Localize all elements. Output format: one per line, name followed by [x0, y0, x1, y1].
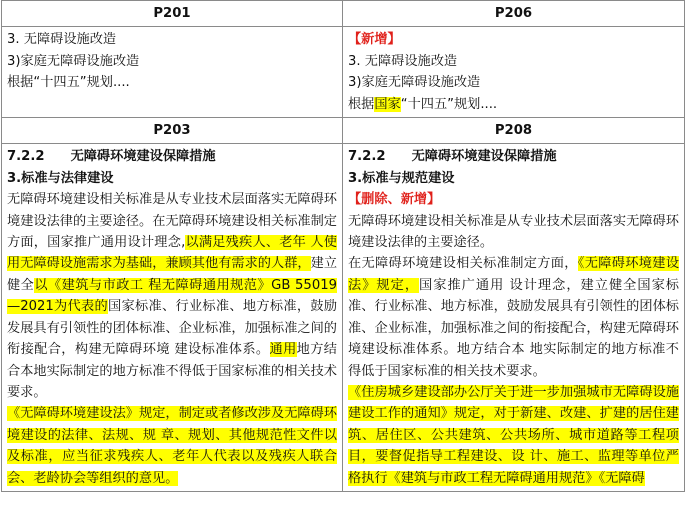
text-line: 3)家庭无障碍设施改造 [7, 53, 140, 69]
paragraph: 无障碍环境建设相关标准是从专业技术层面落实无障碍环境建设法律的主要途径。 [348, 213, 679, 251]
change-tag: 【新增】 [348, 32, 401, 48]
content-row-1 [2, 27, 685, 118]
highlight: 《住房城乡建设部办公厅关于进一步加强城市无障碍设施建设工作的通知》规定，对于新建、改建、扩建的居住建 筑、居住区、公共建筑、公共场所、城市道路等工程项目，要督促指导工程建设、设 计、施工、监理等单位严格执行《建筑与市政工程无障碍通用规范》《无障碍 [348, 384, 679, 486]
original-cell-1 [2, 27, 343, 118]
page-header-left: P201 [2, 1, 343, 27]
page-header-right: P208 [343, 118, 685, 144]
page-header-left: P203 [2, 118, 343, 144]
highlight: 《无障碍环境建设法》规定， [348, 256, 680, 293]
section-heading: 7.2.2 无障碍环境建设保障措施 [7, 149, 216, 165]
text-line: 根据国家“十四五”规划.... [348, 96, 498, 112]
paragraph [7, 403, 337, 489]
highlight: 通用 [269, 342, 297, 358]
header-row-1 [2, 1, 685, 27]
header-row-2 [2, 118, 685, 144]
section-heading: 7.2.2 无障碍环境建设保障措施 [348, 149, 557, 165]
highlight: 国家 [374, 96, 401, 112]
highlight: 《无障碍环境建设法》规定，制定或者修改涉及无障碍环境建设的法律、法规、规 章、规划、其他规范性文件以及标准，应当征求残疾人、老年人代表以及残疾人联合 会、老龄协会等组织的意见。 [7, 406, 337, 486]
change-tag: 【删除、新增】 [348, 192, 441, 208]
text-line: 根据“十四五”规划.... [7, 75, 130, 91]
subsection-heading: 3.标准与规范建设 [348, 170, 455, 186]
highlight: 以满足残疾人、老年 人使用无障碍设施需求为基础，兼顾其他有需求的人群， [7, 235, 337, 272]
paragraph: 在无障碍环境建设相关标准制定方面，《无障碍环境建设法》规定，国家推广通用 设计理念，建立健全国家标准、行业标准、地方标准，鼓励发展具有引领性的团体标 准、企业标准，加强标准之间的衔接配合，构建无障碍环境建设标准体系。地方结合本 地实际制定的地方标准不得低于国家标准的相关技术要求。 [348, 256, 680, 379]
revised-cell-1 [343, 27, 685, 118]
paragraph [348, 382, 679, 489]
text-line: 3. 无障碍设施改造 [348, 53, 458, 69]
text-line: 3)家庭无障碍设施改造 [348, 75, 481, 91]
comparison-table [1, 0, 685, 492]
subsection-heading: 3.标准与法律建设 [7, 170, 114, 186]
highlight: 以《建筑与市政工 程无障碍通用规范》GB 55019—2021为代表的 [7, 277, 337, 315]
content-row-2 [2, 144, 685, 492]
page-header-right: P206 [343, 1, 685, 27]
paragraph: 无障碍环境建设相关标准是从专业技术层面落实无障碍环境建设法律的主要途径。在无障碍环境建设相关标准制定方面，国家推广通用设计理念,以满足残疾人、老年 人使用无障碍设施需求为基础，兼顾其他有需求的人群，建立健全以《建筑与市政工 程无障碍通用规范》GB 55019—2021为代表的国家标准、行业标准、地方标准，鼓励 发展具有引领性的团体标准、企业标准，加强标准之间的衔接配合，构建无障碍环境 建设标准体系。通用地方结合本地实际制定的地方标准不得低于国家标准的相关技术 要求。 [7, 192, 338, 400]
revised-cell-2 [343, 144, 685, 492]
original-cell-2 [2, 144, 343, 492]
text-line: 3. 无障碍设施改造 [7, 32, 117, 48]
